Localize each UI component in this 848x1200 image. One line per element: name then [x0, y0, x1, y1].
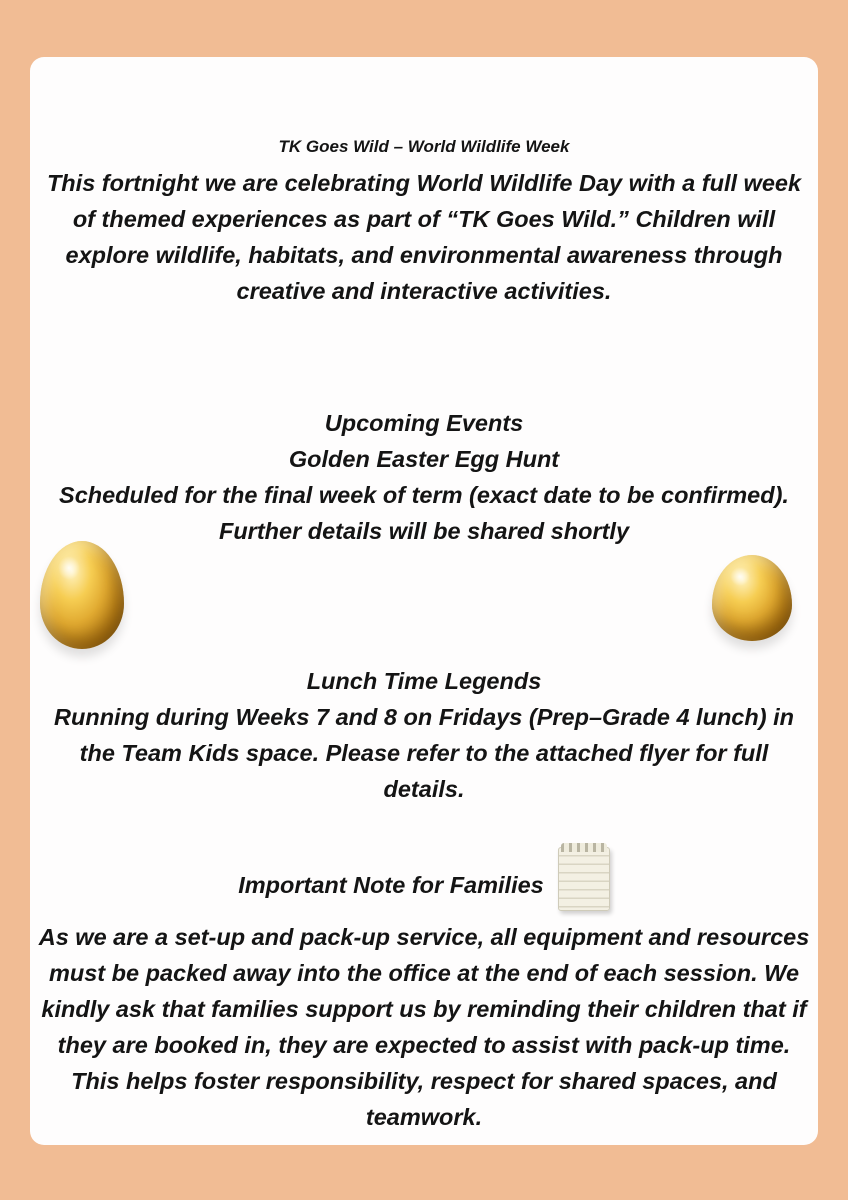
page-title: TK Goes Wild – World Wildlife Week: [278, 137, 570, 156]
lunch-heading: Lunch Time Legends: [306, 668, 542, 694]
events-heading: Upcoming Events: [324, 410, 524, 436]
content-area: [30, 57, 818, 1145]
wildlife-paragraph: This fortnight we are celebrating World Wildlife Day with a full week of themed experiences as part of “TK Goes Wild.” Children will explore wildlife, habitats, and environmental awareness through creative and interactive activities.: [46, 170, 802, 304]
notepad-icon: [558, 847, 610, 911]
note-paragraph: As we are a set-up and pack-up service, all equipment and resources must be packed away into the office at the end of each session. We kindly ask that families support us by reminding their children that if they are booked in, they are expected to assist with pack-up time. This helps foster responsibility, respect for shared spaces, and teamwork.: [38, 924, 810, 1130]
egg-hunt-paragraph: Scheduled for the final week of term (exact date to be confirmed). Further details will be shared shortly: [59, 482, 789, 544]
lunch-paragraph: Running during Weeks 7 and 8 on Fridays (Prep–Grade 4 lunch) in the Team Kids space. Please refer to the attached flyer for full details.: [54, 704, 794, 802]
note-heading: Important Note for Families: [238, 872, 544, 898]
golden-egg-icon: [712, 555, 792, 641]
events-section: [36, 405, 812, 549]
content-card: [30, 57, 818, 1145]
egg-hunt-subheading: Golden Easter Egg Hunt: [288, 446, 560, 472]
golden-egg-icon: [40, 541, 124, 649]
note-heading-row: [36, 853, 812, 917]
